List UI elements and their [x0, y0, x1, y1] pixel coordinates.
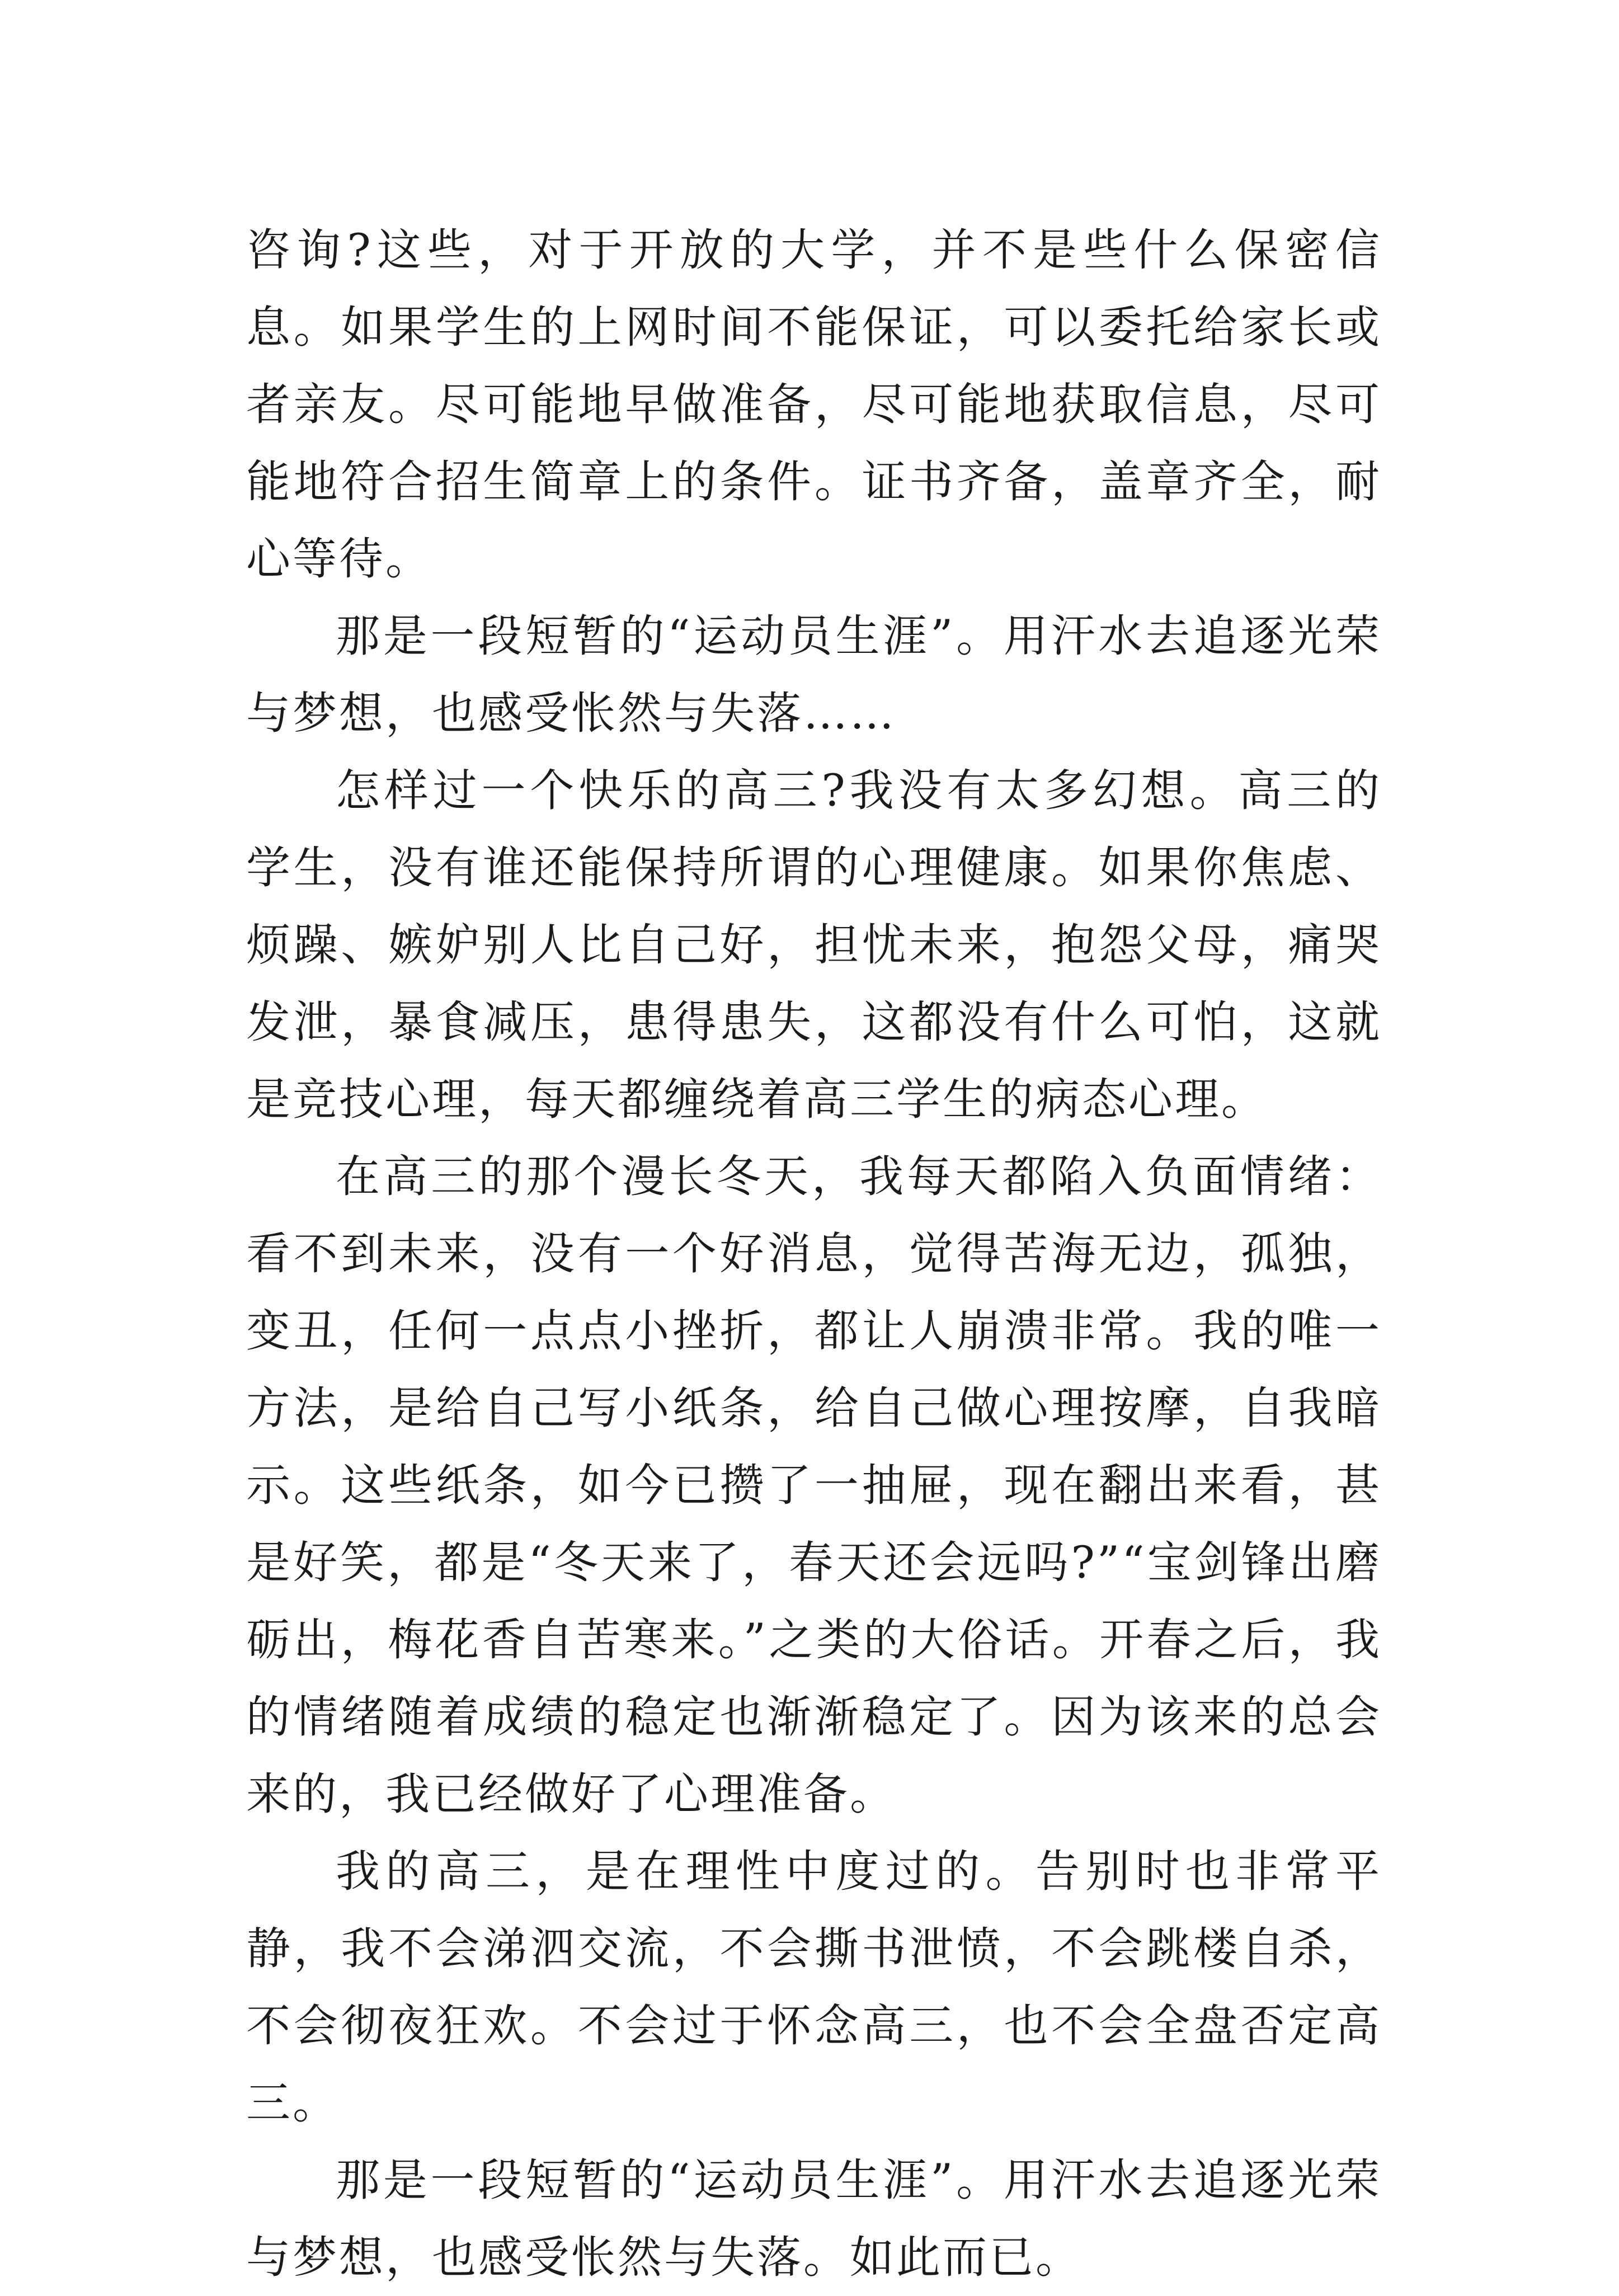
paragraph-1: 咨询?这些，对于开放的大学，并不是些什么保密信息。如果学生的上网时间不能保证，可以委托给家长或者亲友。尽可能地早做准备，尽可能地获取信息，尽可能地符合招生简章上的条件。证书齐备，盖章齐全，耐心等待。	[246, 224, 1382, 585]
paragraph-6: 那是一段短暂的“运动员生涯”。用汗水去追逐光荣与梦想，也感受怅然与失落。如此而已。	[246, 2154, 1382, 2283]
paragraph-3: 怎样过一个快乐的高三?我没有太多幻想。高三的学生，没有谁还能保持所谓的心理健康。如果你焦虑、烦躁、嫉妒别人比自己好，担忧未来，抱怨父母，痛哭发泄，暴食减压，患得患失，这都没有什么可怕，这就是竞技心理，每天都缠绕着高三学生的病态心理。	[246, 765, 1382, 1125]
paragraph-5: 我的高三，是在理性中度过的。告别时也非常平静，我不会涕泗交流，不会撕书泄愤，不会跳楼自杀，不会彻夜狂欢。不会过于怀念高三，也不会全盘否定高三。	[246, 1846, 1382, 2129]
paragraph-4: 在高三的那个漫长冬天，我每天都陷入负面情绪：看不到未来，没有一个好消息，觉得苦海无边，孤独，变丑，任何一点点小挫折，都让人崩溃非常。我的唯一方法，是给自己写小纸条，给自己做心理按摩，自我暗示。这些纸条，如今已攒了一抽屉，现在翻出来看，甚是好笑，都是“冬天来了，春天还会远吗?”“宝剑锋出磨砺出，梅花香自苦寒来。”之类的大俗话。开春之后，我的情绪随着成绩的稳定也渐渐稳定了。因为该来的总会来的，我已经做好了心理准备。	[246, 1151, 1382, 1820]
paragraph-2: 那是一段短暂的“运动员生涯”。用汗水去追逐光荣与梦想，也感受怅然与失落……	[246, 610, 1382, 739]
document-body	[246, 211, 1382, 2296]
